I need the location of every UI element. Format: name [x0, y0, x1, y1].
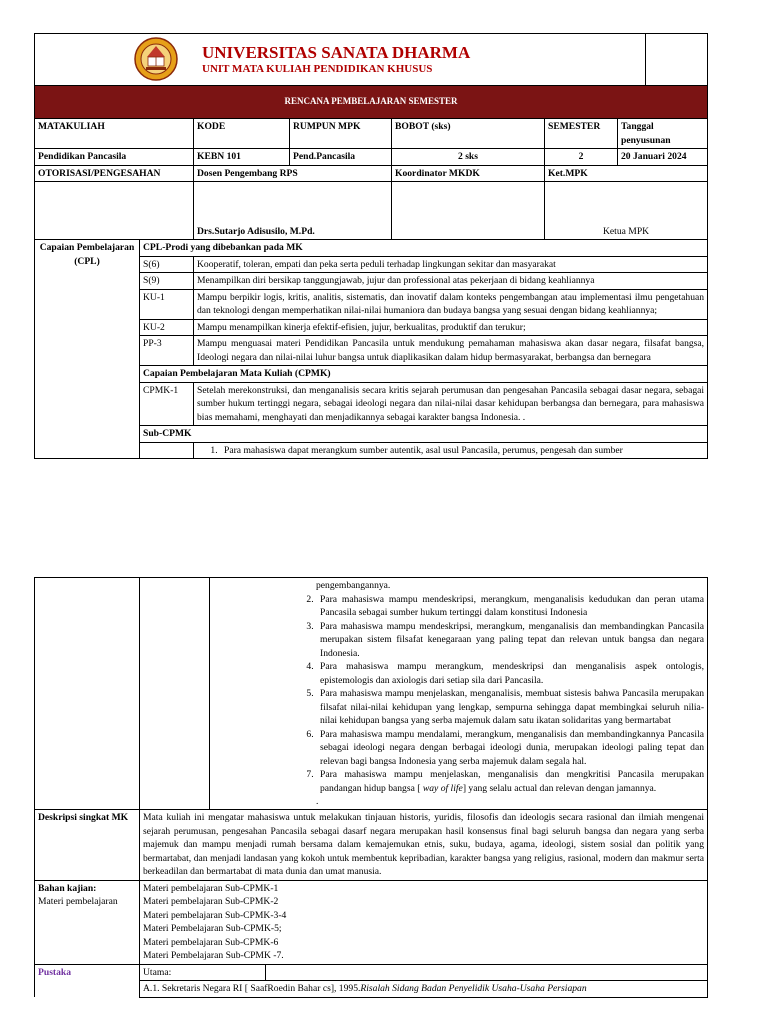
item7-em: way of life	[422, 782, 463, 794]
cpl-code-4: PP-3	[140, 336, 194, 366]
subcpmk-cont-line: pengembangannya.	[316, 580, 391, 591]
p2-cpl-empty	[35, 578, 140, 810]
h-matakuliah: MATAKULIAH	[35, 119, 194, 149]
bahan-item: Materi pembelajaran Sub-CPMK-2	[143, 896, 279, 907]
subcpmk-list	[210, 593, 704, 796]
banner-title: RENCANA PEMBELAJARAN SEMESTER	[35, 86, 708, 119]
deskripsi-text: Mata kuliah ini mengatar mahasiswa untuk melakukan tinjauan historis, yuridis, filosofis dan ideologis secara rasional dan ilmiah mengenai sejarah perumusan, pengesahan Pancasila sebagai dasarf negara merupakan hasil konsensus final bagi seluruh bangsa dan negara yang serba majemuk dan mampu menjadi rumah bersama dalam kemajemukan etnis, suku, budaya, agama, ideologi, sistem sosial dan politik yang bermartabat, dan menjadi landasan yang kokoh untuk membentuk kepribadian, karakter bangsa yang religius, rasional, modern dan makmur serta berkeadilan dan bermartabat di mata dunia dan umat manusia.	[140, 810, 708, 881]
subcpmk-item-4: 4. Para mahasiswa mampu merangkum, mendeskripsi dan menganalisis aspek ontologis, epistemologis dan axiologis dari setiap sila dari Pancasila.	[316, 660, 704, 687]
cpl-code-3: KU-2	[140, 319, 194, 336]
koordinator-label: Koordinator MKDK	[392, 165, 545, 182]
bahan-item: Materi Pembelajaran Sub-CPMK-5;	[143, 923, 282, 934]
ref-pre: A.1. Sekretaris Negara RI [ SaafRoedin Bahar cs], 1995.	[143, 983, 361, 994]
cpl-text-1: Menampilkan diri bersikap tanggungjawab, jujur dan professional atas pekerjaan di bidang keahliannya	[194, 273, 708, 290]
h-kode: KODE	[194, 119, 290, 149]
v-semester: 2	[545, 149, 618, 166]
deskripsi-label: Deskripsi singkat MK	[35, 810, 140, 881]
v-kode: KEBN 101	[194, 149, 290, 166]
reference-a1	[140, 981, 708, 998]
subcpmk-item-1: 1. Para mahasiswa dapat merangkum sumber autentik, asal usul Pancasila, perumus, pengesah dan sumber	[220, 444, 704, 458]
subcpmk-label: Sub-CPMK	[140, 426, 708, 443]
item7-pre: Para mahasiswa mampu menjelaskan, menganalisis dan mengkritisi Pancasila merupakan pandangan hidup bangsa [	[320, 769, 705, 794]
cpl-text-3: Mampu menampilkan kinerja efektif-efisien, jujur, berkualitas, produktif dan terukur;	[194, 319, 708, 336]
h-bobot: BOBOT (sks)	[392, 119, 545, 149]
rps-page-2	[34, 577, 707, 998]
subcpmk-item-5: 5. Para mahasiswa mampu menjelaskan, menganalisis, membuat sistesis bahwa Pancasila merupakan filsafat nilai-nilai kehidupan yang lengkap, sempurna sehingga dapat membingkai seluruh nilia-nilai kehidupan bangsa yang serba majemuk dalam satu ikatan solidaritas yang bermartabat	[316, 687, 704, 728]
bahan-list	[140, 880, 708, 964]
bahan-item: Materi pembelajaran Sub-CPMK-3-4	[143, 909, 287, 921]
bahan-item: Materi Pembelajaran Sub-CPMK -7.	[143, 950, 284, 961]
header-empty-cell	[646, 34, 708, 86]
unit-name: UNIT MATA KULIAH PENDIDIKAN KHUSUS	[202, 62, 433, 75]
otorisasi-empty	[35, 182, 194, 240]
subcpmk-list-first	[194, 442, 708, 459]
v-matakuliah: Pendidikan Pancasila	[35, 149, 194, 166]
h-rumpun: RUMPUN MPK	[290, 119, 392, 149]
header-cell	[35, 34, 646, 86]
cpl-text-0: Kooperatif, toleran, empati dan peka serta peduli terhadap lingkungan sekitar dan masyarakat	[194, 256, 708, 273]
bahan-item: Materi pembelajaran Sub-CPMK-6	[143, 936, 279, 948]
otorisasi-label: OTORISASI/PENGESAHAN	[35, 165, 194, 182]
dosen-name: Drs.Sutarjo Adisusilo, M.Pd.	[194, 182, 392, 240]
cpl-code-2: KU-1	[140, 289, 194, 319]
utama-label: Utama:	[140, 964, 266, 981]
cpl-prodi-label: CPL-Prodi yang dibebankan pada MK	[140, 240, 708, 257]
h-tanggal: Tanggal penyusunan	[618, 119, 708, 149]
rps-table-page-1	[34, 33, 708, 459]
item7-post: ] yang selalu actual dan relevan dengan jamannya.	[462, 782, 657, 794]
ketua-mpk: Ketua MPK	[545, 182, 708, 240]
bahan-item: Materi pembelajaran Sub-CPMK-1	[143, 882, 279, 894]
bahan-label: Bahan kajian:	[38, 882, 97, 894]
koordinator-empty	[392, 182, 545, 240]
cpmk-label: Capaian Pembelajaran Mata Kuliah (CPMK)	[140, 366, 708, 383]
subcpmk-item-3: 3. Para mahasiswa mampu mendeskripsi, merangkum, menganalisis dan membandingkan Pancasila merupakan sistem filsafat kenegaraan yang paling tepat dan relevan untuk bangsa dan negara Indonesia.	[316, 620, 704, 661]
university-name: UNIVERSITAS SANATA DHARMA	[202, 42, 471, 62]
subcpmk-list-cont	[210, 578, 708, 810]
cpl-label	[35, 240, 140, 459]
v-rumpun: Pend.Pancasila	[290, 149, 392, 166]
rps-table-page-2	[34, 577, 708, 998]
university-logo	[130, 34, 190, 85]
bahan-label-cell	[35, 880, 140, 964]
h-semester: SEMESTER	[545, 119, 618, 149]
pustaka-label: Pustaka	[35, 964, 140, 997]
cpl-text-2: Mampu berpikir logis, kritis, analitis, sistematis, dan inovatif dalam konteks pengembangan atau implementasi ilmu pengetahuan dan teknologi dengan memperhatikan nilai-nilai humaniora dan budaya bangsa yang sesuai dengan bidang keahliannya;	[194, 289, 708, 319]
utama-empty	[266, 964, 708, 981]
subcpmk-item-6: 6. Para mahasiswa mampu mendalami, merangkum, menganalisis dan membandingkannya Pancasila sebagai ideologi negara dengan berbagai ideologi dunia, merupakan ideologi paling tepat dan relevan bagi bangsa Indonesia yang serba majemuk dalam segala hal.	[316, 728, 704, 769]
bahan-sub: Materi pembelajaran	[38, 896, 118, 907]
cpmk-code: CPMK-1	[140, 382, 194, 426]
list-dot: .	[316, 796, 319, 807]
v-tanggal: 20 Januari 2024	[618, 149, 708, 166]
v-bobot: 2 sks	[392, 149, 545, 166]
cpl-text-4: Mampu menguasai materi Pendidikan Pancasila untuk mendukung pemahaman mahasiswa akan dasar negara, filsafat bangsa, Ideologi negara dan nilai-nilai luhur bangsa untuk diaplikasikan dalam hidup bermasyarakat, berbangsa dan bernegara	[194, 336, 708, 366]
cpl-code-0: S(6)	[140, 256, 194, 273]
subcpmk-item-2: 2. Para mahasiswa mampu mendeskripsi, merangkum, menganalisis kedudukan dan peran utama Pancasila sebagai sumber hukum tertinggi dalam konstitusi Indonesia	[316, 593, 704, 620]
ketmpk-label: Ket.MPK	[545, 165, 708, 182]
rps-page-1	[34, 33, 707, 459]
ref-em: Risalah Sidang Badan Penyelidik Usaha-Usaha Persiapan	[360, 983, 587, 994]
p2-code-empty	[140, 578, 210, 810]
dosen-label: Dosen Pengembang RPS	[194, 165, 392, 182]
cpmk-text: Setelah merekonstruksi, dan menganalisis secara kritis sejarah perumusan dan pengesahan Pancasila sebagai dasar negara, sebagai sumber hukum tertinggi negara, sebagai ideologi negara dan nilai-nilai dasar kehidupan berbangsa dan bernegara, para mahasiswa bias memahami, menghayati dan menjadikannya sebagai karakter bangsa Indonesia. .	[194, 382, 708, 426]
cpl-code-1: S(9)	[140, 273, 194, 290]
subcpmk-code-empty	[140, 442, 194, 459]
cpl-label-text: Capaian Pembelajaran (CPL)	[39, 242, 135, 267]
subcpmk-item-7	[316, 768, 704, 795]
